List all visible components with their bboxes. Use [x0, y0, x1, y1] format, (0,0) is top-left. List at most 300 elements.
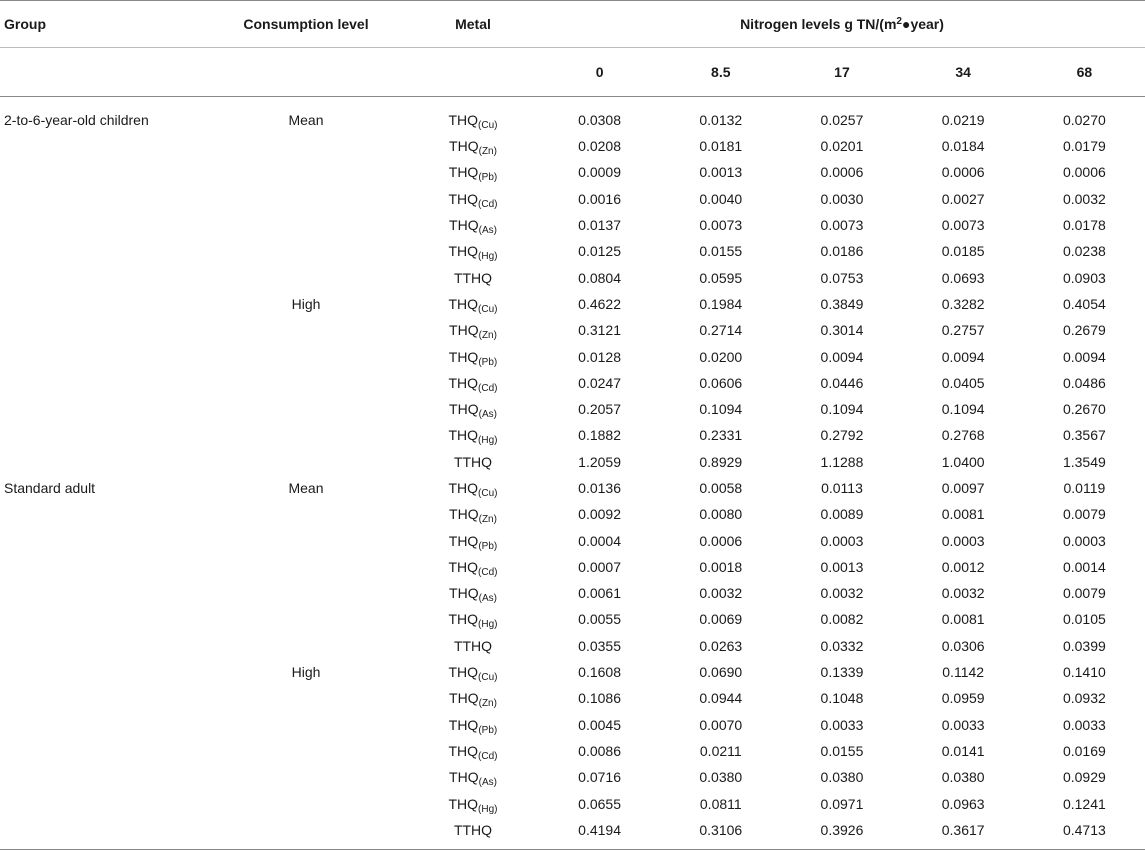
group-cell — [0, 501, 205, 527]
consumption-cell — [205, 186, 407, 212]
table-row — [0, 264, 1145, 290]
value-cell: 0.0061 — [578, 585, 621, 602]
metal-cell — [407, 422, 539, 448]
consumption-cell — [205, 133, 407, 159]
consumption-cell — [205, 343, 407, 369]
value-cell: 0.0959 — [941, 690, 985, 707]
group-cell — [0, 264, 205, 290]
value-cell: 0.0184 — [941, 138, 985, 155]
metal-label: TTHQ — [453, 453, 493, 470]
header-level-8-5: 8.5 — [660, 48, 781, 97]
value-cell: 0.0446 — [820, 374, 864, 391]
value-cell: 0.0903 — [1062, 269, 1106, 286]
consumption-cell: High — [291, 664, 321, 681]
metal-cell — [407, 790, 539, 816]
consumption-cell — [205, 738, 407, 764]
metal-cell — [407, 133, 539, 159]
header-row-2 — [0, 48, 1145, 97]
group-cell — [0, 186, 205, 212]
value-cell: 0.0211 — [699, 742, 742, 759]
table-row — [0, 685, 1145, 711]
value-cell: 0.1339 — [820, 664, 864, 681]
value-cell: 0.0405 — [941, 374, 985, 391]
value-cell: 1.1288 — [820, 453, 864, 470]
consumption-cell — [205, 159, 407, 185]
value-cell: 0.0089 — [820, 506, 864, 523]
value-cell: 0.0181 — [699, 138, 743, 155]
group-cell — [0, 449, 205, 475]
consumption-cell — [205, 501, 407, 527]
value-cell: 0.0073 — [699, 217, 743, 234]
group-cell — [0, 212, 205, 238]
value-cell: 0.0027 — [941, 190, 985, 207]
value-cell: 0.0033 — [941, 716, 985, 733]
value-cell: 0.1608 — [578, 664, 621, 681]
metal-subscript: (Hg) — [478, 251, 498, 263]
metal-cell — [407, 633, 539, 659]
value-cell: 0.0306 — [941, 637, 985, 654]
value-cell: 0.3849 — [820, 295, 864, 312]
value-cell: 0.0003 — [820, 532, 864, 549]
value-cell: 0.0595 — [699, 269, 743, 286]
value-cell: 0.0079 — [1062, 585, 1106, 602]
table-row — [0, 343, 1145, 369]
table-row — [0, 97, 1145, 134]
metal-cell — [407, 580, 539, 606]
group-cell: 2-to-6-year-old children — [4, 112, 149, 128]
consumption-cell — [205, 633, 407, 659]
header-empty — [0, 48, 205, 97]
value-cell: 0.0270 — [1062, 112, 1106, 128]
group-cell — [0, 133, 205, 159]
table-row — [0, 659, 1145, 685]
value-cell: 0.0208 — [578, 138, 621, 155]
value-cell: 0.0238 — [1062, 243, 1106, 260]
value-cell: 0.2768 — [941, 427, 985, 444]
value-cell: 0.0200 — [699, 348, 743, 365]
metal-label: THQ — [448, 795, 479, 812]
consumption-cell: Mean — [288, 112, 324, 128]
value-cell: 0.0033 — [1062, 716, 1106, 733]
group-cell — [0, 580, 205, 606]
group-cell — [0, 606, 205, 632]
value-cell: 0.0073 — [941, 217, 985, 234]
table-row — [0, 475, 1145, 501]
metal-cell — [407, 370, 539, 396]
value-cell: 1.0400 — [941, 453, 985, 470]
value-cell: 0.0006 — [820, 164, 864, 181]
value-cell: 0.0009 — [578, 164, 621, 181]
value-cell: 0.0003 — [941, 532, 985, 549]
table-row — [0, 422, 1145, 448]
value-cell: 0.0032 — [699, 585, 743, 602]
value-cell: 0.2757 — [941, 322, 985, 339]
value-cell: 0.1094 — [820, 401, 864, 418]
value-cell: 0.3567 — [1062, 427, 1106, 444]
metal-subscript: (Cu) — [478, 303, 498, 315]
value-cell: 0.0016 — [578, 190, 621, 207]
table-body — [0, 97, 1145, 850]
consumption-cell — [205, 317, 407, 343]
group-cell — [0, 554, 205, 580]
metal-label: THQ — [449, 138, 479, 155]
metal-subscript: (Zn) — [478, 698, 497, 710]
metal-subscript: (As) — [478, 225, 497, 237]
value-cell: 0.0169 — [1062, 742, 1106, 759]
metal-label: THQ — [449, 322, 479, 339]
value-cell: 0.1094 — [941, 401, 985, 418]
value-cell: 0.0929 — [1062, 769, 1106, 786]
value-cell: 1.3549 — [1062, 453, 1106, 470]
value-cell: 0.3617 — [903, 817, 1024, 850]
value-cell: 0.2714 — [699, 322, 743, 339]
value-cell: 0.0486 — [1062, 374, 1106, 391]
metal-subscript: (Cu) — [478, 120, 498, 131]
value-cell: 0.0032 — [820, 585, 864, 602]
value-cell: 0.0006 — [1062, 164, 1106, 181]
value-cell: 0.0006 — [941, 164, 985, 181]
value-cell: 0.0040 — [699, 190, 743, 207]
metal-subscript: (Cu) — [478, 488, 498, 499]
consumption-cell — [205, 396, 407, 422]
metal-label: THQ — [448, 611, 479, 628]
value-cell: 0.2792 — [820, 427, 864, 444]
metal-subscript: (Zn) — [478, 146, 497, 158]
metal-label: THQ — [449, 585, 479, 602]
table-row — [0, 764, 1145, 790]
metal-cell — [407, 606, 539, 632]
consumption-cell — [205, 790, 407, 816]
metal-label: THQ — [448, 112, 479, 128]
metal-label: THQ — [448, 427, 479, 444]
value-cell: 0.2331 — [699, 427, 743, 444]
value-cell: 0.2679 — [1062, 322, 1106, 339]
value-cell: 0.4622 — [578, 295, 621, 312]
value-cell: 0.0033 — [820, 716, 864, 733]
metal-label: TTHQ — [453, 637, 493, 654]
value-cell: 0.0655 — [578, 795, 621, 812]
table-row — [0, 159, 1145, 185]
value-cell: 0.0257 — [820, 112, 864, 128]
consumption-cell — [205, 764, 407, 790]
value-cell: 0.0178 — [1062, 217, 1106, 234]
metal-cell — [407, 159, 539, 185]
value-cell: 0.0082 — [820, 611, 864, 628]
consumption-cell — [205, 817, 407, 850]
group-cell — [0, 817, 205, 850]
value-cell: 0.0179 — [1062, 138, 1106, 155]
value-cell: 0.1882 — [578, 427, 621, 444]
group-cell — [0, 343, 205, 369]
value-cell: 0.0693 — [941, 269, 985, 286]
value-cell: 0.0119 — [1063, 480, 1106, 496]
metal-cell — [407, 264, 539, 290]
value-cell: 0.0081 — [941, 611, 985, 628]
value-cell: 0.0355 — [578, 637, 621, 654]
value-cell: 0.3926 — [781, 817, 902, 850]
value-cell: 0.0125 — [578, 243, 621, 260]
value-cell: 0.3282 — [941, 295, 985, 312]
value-cell: 1.2059 — [578, 453, 621, 470]
metal-cell — [407, 396, 539, 422]
value-cell: 0.0944 — [699, 690, 743, 707]
value-cell: 0.8929 — [699, 453, 743, 470]
table-row — [0, 712, 1145, 738]
value-cell: 0.1410 — [1062, 664, 1106, 681]
metal-label: THQ — [449, 690, 479, 707]
group-cell — [0, 317, 205, 343]
metal-label: TTHQ — [453, 821, 493, 838]
value-cell: 0.3121 — [578, 322, 621, 339]
value-cell: 0.0045 — [578, 716, 621, 733]
value-cell: 0.0007 — [578, 558, 621, 575]
value-cell: 0.0155 — [820, 742, 864, 759]
value-cell: 0.1094 — [699, 401, 743, 418]
metal-label: THQ — [448, 480, 479, 496]
header-empty — [205, 48, 407, 97]
value-cell: 0.0753 — [820, 269, 864, 286]
group-cell — [0, 159, 205, 185]
table-row — [0, 370, 1145, 396]
value-cell: 0.0080 — [699, 506, 743, 523]
value-cell: 0.0804 — [578, 269, 621, 286]
value-cell: 0.0070 — [699, 716, 743, 733]
table-row — [0, 790, 1145, 816]
consumption-cell — [205, 370, 407, 396]
metal-subscript: (Pb) — [478, 172, 498, 184]
metal-subscript: (Pb) — [478, 356, 498, 368]
header-empty — [407, 48, 539, 97]
metal-cell — [407, 527, 539, 553]
table-row — [0, 738, 1145, 764]
table-row — [0, 633, 1145, 659]
consumption-cell — [205, 606, 407, 632]
table-row — [0, 396, 1145, 422]
group-cell: Standard adult — [4, 480, 96, 496]
value-cell: 0.0086 — [578, 742, 621, 759]
consumption-cell — [205, 685, 407, 711]
consumption-cell — [205, 527, 407, 553]
metal-subscript: (Cd) — [478, 750, 498, 762]
metal-subscript: (Cd) — [478, 198, 498, 210]
value-cell: 0.4713 — [1024, 817, 1145, 850]
table-row — [0, 527, 1145, 553]
table-row — [0, 501, 1145, 527]
consumption-cell — [205, 238, 407, 264]
value-cell: 0.1086 — [578, 690, 621, 707]
group-cell — [0, 790, 205, 816]
metal-cell — [407, 291, 539, 317]
value-cell: 0.0032 — [1062, 190, 1106, 207]
table-row — [0, 291, 1145, 317]
header-metal: Metal — [407, 1, 539, 48]
metal-cell — [407, 817, 539, 850]
value-cell: 0.0380 — [941, 769, 985, 786]
group-cell — [0, 764, 205, 790]
metal-label: THQ — [448, 164, 479, 181]
metal-subscript: (Hg) — [478, 619, 498, 631]
value-cell: 0.0136 — [578, 480, 621, 496]
metal-cell — [407, 475, 539, 501]
value-cell: 0.0155 — [699, 243, 743, 260]
value-cell: 0.0092 — [578, 506, 621, 523]
consumption-cell — [205, 580, 407, 606]
group-cell — [0, 633, 205, 659]
metal-subscript: (Pb) — [478, 540, 498, 552]
metal-label: THQ — [448, 664, 479, 681]
metal-label: THQ — [448, 348, 479, 365]
metal-cell — [407, 554, 539, 580]
value-cell: 0.1142 — [942, 664, 985, 681]
metal-subscript: (As) — [478, 777, 497, 789]
metal-cell — [407, 738, 539, 764]
value-cell: 0.0073 — [820, 217, 864, 234]
value-cell: 0.0014 — [1062, 558, 1106, 575]
value-cell: 0.3106 — [660, 817, 781, 850]
group-cell — [0, 370, 205, 396]
value-cell: 0.0811 — [699, 795, 742, 812]
metal-subscript: (As) — [478, 409, 497, 421]
header-consumption-level: Consumption level — [205, 1, 407, 48]
group-cell — [0, 396, 205, 422]
value-cell: 0.2057 — [578, 401, 621, 418]
value-cell: 0.0308 — [578, 112, 621, 128]
value-cell: 0.2670 — [1062, 401, 1106, 418]
metal-label: TTHQ — [453, 269, 493, 286]
header-level-0: 0 — [539, 48, 660, 97]
consumption-cell — [205, 554, 407, 580]
value-cell: 0.0606 — [699, 374, 743, 391]
metal-label: THQ — [448, 742, 479, 759]
group-cell — [0, 685, 205, 711]
value-cell: 0.0380 — [699, 769, 743, 786]
value-cell: 0.3014 — [820, 322, 864, 339]
metal-label: THQ — [448, 190, 479, 207]
metal-subscript: (Cu) — [478, 672, 498, 684]
value-cell: 0.0097 — [941, 480, 985, 496]
value-cell: 0.0185 — [941, 243, 985, 260]
value-cell: 0.0137 — [578, 217, 621, 234]
metal-label: THQ — [449, 401, 479, 418]
value-cell: 0.0132 — [699, 112, 743, 128]
value-cell: 0.0113 — [821, 480, 863, 496]
metal-cell — [407, 501, 539, 527]
header-row-1 — [0, 1, 1145, 48]
header-level-17: 17 — [781, 48, 902, 97]
table-row — [0, 580, 1145, 606]
consumption-cell — [205, 264, 407, 290]
metal-label: THQ — [448, 295, 479, 312]
value-cell: 0.1241 — [1062, 795, 1106, 812]
value-cell: 0.0971 — [820, 795, 864, 812]
value-cell: 0.0716 — [578, 769, 621, 786]
metal-label: THQ — [449, 769, 479, 786]
consumption-cell — [205, 449, 407, 475]
value-cell: 0.0013 — [820, 558, 864, 575]
table-row — [0, 133, 1145, 159]
group-cell — [0, 238, 205, 264]
value-cell: 0.0006 — [699, 532, 743, 549]
value-cell: 0.0058 — [699, 480, 743, 496]
value-cell: 0.0141 — [941, 742, 985, 759]
metal-subscript: (As) — [478, 593, 497, 605]
value-cell: 0.0186 — [820, 243, 864, 260]
metal-cell — [407, 238, 539, 264]
metal-cell — [407, 764, 539, 790]
consumption-cell: Mean — [288, 480, 324, 496]
metal-subscript: (Zn) — [478, 514, 497, 526]
group-cell — [0, 527, 205, 553]
metal-cell — [407, 659, 539, 685]
table-row — [0, 212, 1145, 238]
metal-label: THQ — [449, 506, 479, 523]
value-cell: 0.1984 — [699, 295, 743, 312]
metal-subscript: (Hg) — [478, 435, 498, 447]
value-cell: 0.0094 — [1062, 348, 1106, 365]
header-group: Group — [0, 1, 205, 48]
value-cell: 0.0219 — [941, 112, 985, 128]
metal-subscript: (Cd) — [478, 382, 498, 394]
group-cell — [0, 712, 205, 738]
value-cell: 0.0013 — [699, 164, 743, 181]
value-cell: 0.0263 — [699, 637, 743, 654]
table-row — [0, 449, 1145, 475]
header-nitrogen-suffix: ●year) — [901, 16, 944, 32]
metal-cell — [407, 449, 539, 475]
header-nitrogen-prefix: Nitrogen levels g TN/(m — [740, 16, 897, 32]
metal-label: THQ — [448, 374, 479, 391]
value-cell: 0.0094 — [820, 348, 864, 365]
value-cell: 0.0963 — [941, 795, 985, 812]
table-row — [0, 186, 1145, 212]
consumption-cell — [205, 422, 407, 448]
metal-label: THQ — [448, 716, 479, 733]
group-cell — [0, 659, 205, 685]
group-cell — [0, 738, 205, 764]
metal-label: THQ — [449, 217, 479, 234]
consumption-cell — [205, 712, 407, 738]
group-cell — [0, 291, 205, 317]
value-cell: 0.0690 — [699, 664, 743, 681]
metal-label: THQ — [448, 558, 479, 575]
value-cell: 0.0030 — [820, 190, 864, 207]
table-row — [0, 317, 1145, 343]
metal-label: THQ — [448, 532, 479, 549]
table-row — [0, 238, 1145, 264]
table-row — [0, 554, 1145, 580]
value-cell: 0.0018 — [699, 558, 743, 575]
value-cell: 0.0399 — [1062, 637, 1106, 654]
metal-subscript: (Zn) — [478, 330, 497, 342]
metal-cell — [407, 343, 539, 369]
consumption-cell — [205, 212, 407, 238]
value-cell: 0.0004 — [578, 532, 621, 549]
value-cell: 0.0079 — [1062, 506, 1106, 523]
metal-label: THQ — [448, 243, 479, 260]
metal-cell — [407, 317, 539, 343]
value-cell: 0.0105 — [1062, 611, 1106, 628]
header-nitrogen-sup: 2 — [896, 16, 902, 27]
metal-subscript: (Cd) — [478, 566, 498, 578]
value-cell: 0.1048 — [820, 690, 864, 707]
metal-cell — [407, 685, 539, 711]
value-cell: 0.0380 — [820, 769, 864, 786]
value-cell: 0.0094 — [941, 348, 985, 365]
metal-subscript: (Pb) — [478, 724, 498, 736]
value-cell: 0.0201 — [820, 138, 864, 155]
value-cell: 0.0003 — [1062, 532, 1106, 549]
value-cell: 0.0247 — [578, 374, 621, 391]
